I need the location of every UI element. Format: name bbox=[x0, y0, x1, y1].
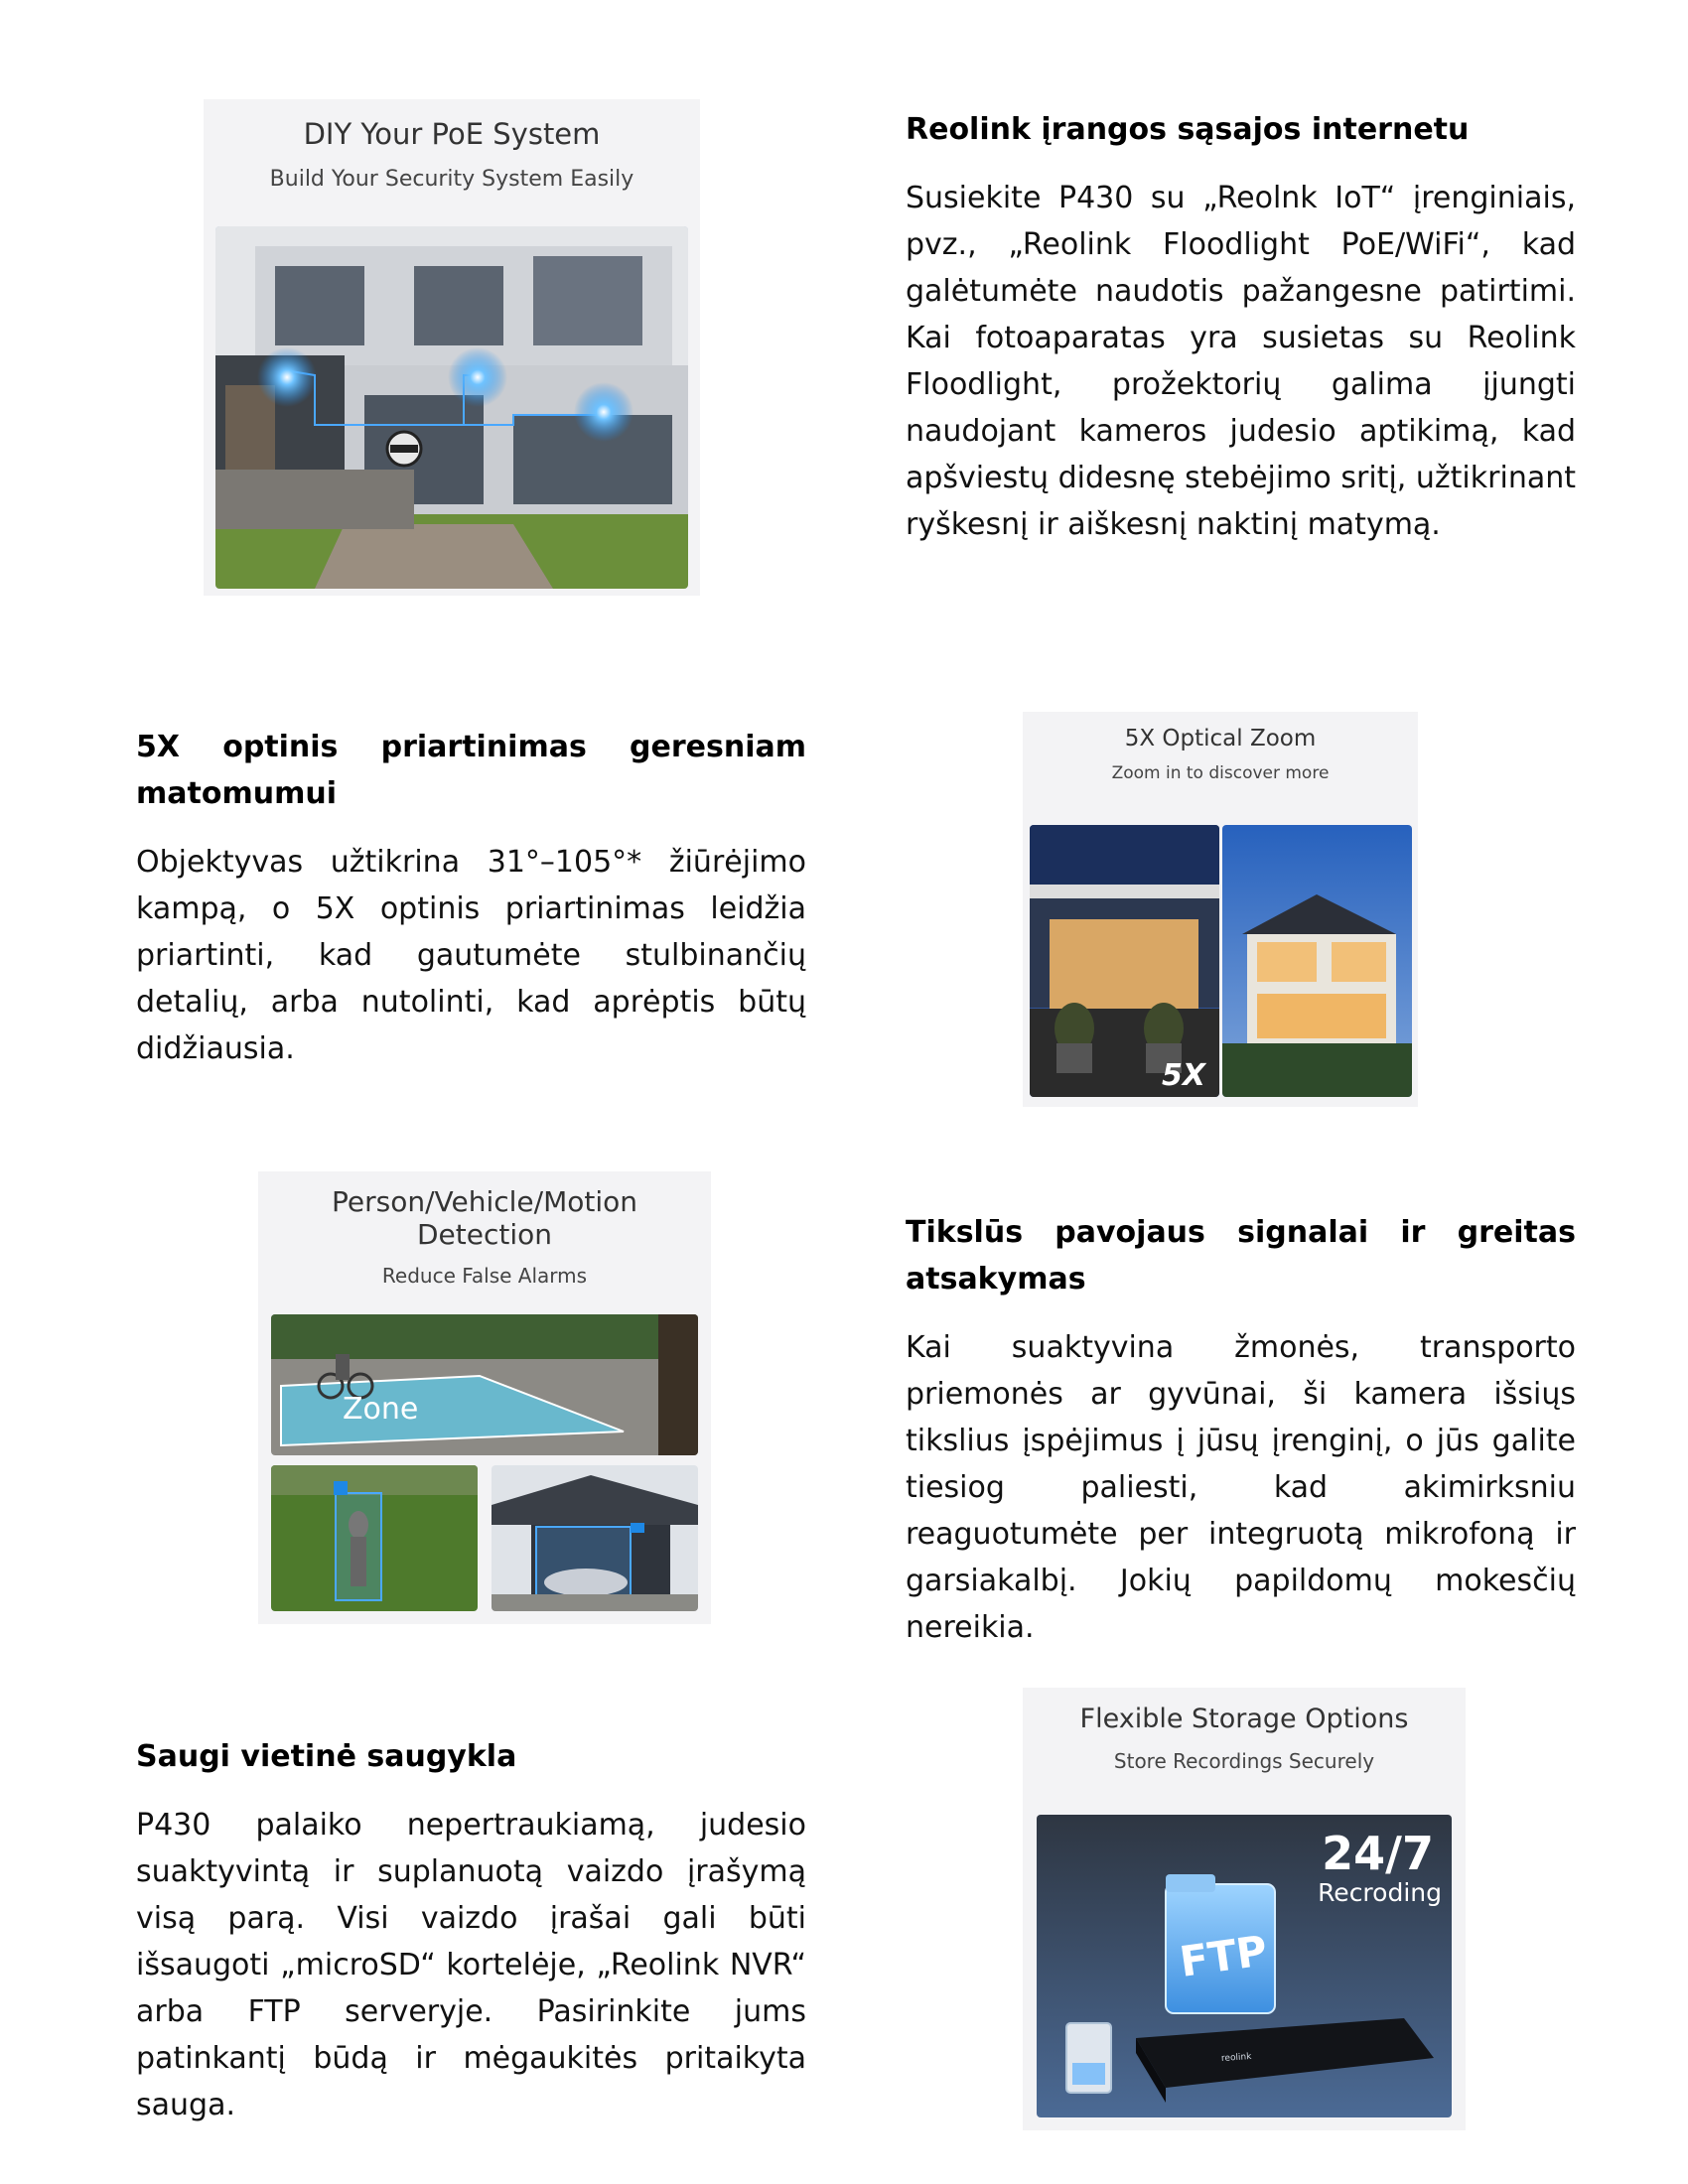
section-alerts-body: Kai suaktyvina žmonės, transporto priemonės ar gyvūnai, ši kamera išsiųs tikslius įspėjimus į jūsų įrenginį, o jūs galite tiesiog paliesti, kad akimirksniu reaguotumėte per integruotą mikrofoną ir garsiakalbį. Jokių papildomų mokesčių nereikia. bbox=[906, 1330, 1576, 1645]
zoom-photo-close bbox=[1030, 825, 1219, 1097]
optical-zoom-image bbox=[1023, 712, 1418, 1107]
detection-image-subtitle: Reduce False Alarms bbox=[381, 1264, 588, 1288]
section-iot bbox=[906, 106, 1576, 548]
zone-photo bbox=[271, 1314, 698, 1455]
detection-image bbox=[258, 1171, 711, 1624]
detection-image-title: Person/Vehicle/Motion Detection bbox=[331, 1185, 637, 1251]
zone-label: Zone bbox=[343, 1392, 419, 1427]
storage-small-text: Recroding bbox=[1318, 1878, 1442, 1907]
poe-image-title: DIY Your PoE System bbox=[303, 117, 601, 151]
poe-image-subtitle: Build Your Security System Easily bbox=[269, 167, 634, 192]
storage-image-title: Flexible Storage Options bbox=[1079, 1704, 1409, 1734]
section-storage-body: P430 palaiko nepertraukiamą, judesio suaktyvintą ir suplanuotą vaizdo įrašymą visą parą. Visi vaizdo įrašai gali būti išsaugoti „microSD“ kortelėje, „Reolink NVR“ arba FTP serveryje. Pasirinkite jums patinkantį būdą ir mėgaukitės pritaikyta sauga. bbox=[136, 1808, 806, 2122]
storage-big-text: 24/7 bbox=[1322, 1827, 1434, 1880]
nvr-device-label: reolink bbox=[1220, 2051, 1252, 2065]
section-alerts bbox=[906, 1209, 1576, 1651]
section-iot-body: Susiekite P430 su „Reolnk IoT“ įrenginiais, pvz., „Reolink Floodlight PoE/WiFi“, kad galėtumėte naudotis pažangesne patirtimi. Kai fotoaparatas yra susietas su Reolink Floodlight, prožektorių galima įjungti naudojant kameros judesio aptikimą, kad apšviestų didesnę stebėjimo sritį, užtikrinant ryškesnį ir aiškesnį naktinį matymą. bbox=[906, 181, 1576, 542]
storage-image bbox=[1023, 1688, 1466, 2130]
zoom-photo-wide bbox=[1222, 825, 1412, 1097]
section-alerts-heading: Tikslūs pavojaus signalai ir greitas atsakymas bbox=[906, 1215, 1576, 1297]
ftp-folder-label: FTP bbox=[1177, 1926, 1271, 1986]
person-photo bbox=[271, 1465, 478, 1611]
storage-image-subtitle: Store Recordings Securely bbox=[1113, 1749, 1375, 1773]
section-storage bbox=[136, 1733, 806, 2128]
section-zoom-body: Objektyvas užtikrina 31°–105°* žiūrėjimo kampą, o 5X optinis priartinimas leidžia priartinti, kad gautumėte stulbinančių detalių, arba nutolinti, kad aprėptis būtų didžiausia. bbox=[136, 845, 806, 1066]
zoom-image-title: 5X Optical Zoom bbox=[1124, 726, 1317, 751]
zoom-image-subtitle: Zoom in to discover more bbox=[1111, 763, 1330, 783]
storage-photo bbox=[1037, 1815, 1452, 2117]
section-zoom bbox=[136, 724, 806, 1072]
section-storage-heading: Saugi vietinė saugykla bbox=[136, 1739, 517, 1774]
house-photo bbox=[215, 226, 688, 589]
vehicle-photo bbox=[492, 1465, 698, 1611]
section-iot-heading: Reolink įrangos sąsajos internetu bbox=[906, 112, 1470, 147]
section-zoom-heading: 5X optinis priartinimas geresniam matomumui bbox=[136, 730, 806, 811]
poe-system-image bbox=[204, 99, 700, 596]
zoom-badge: 5X bbox=[1161, 1058, 1205, 1093]
